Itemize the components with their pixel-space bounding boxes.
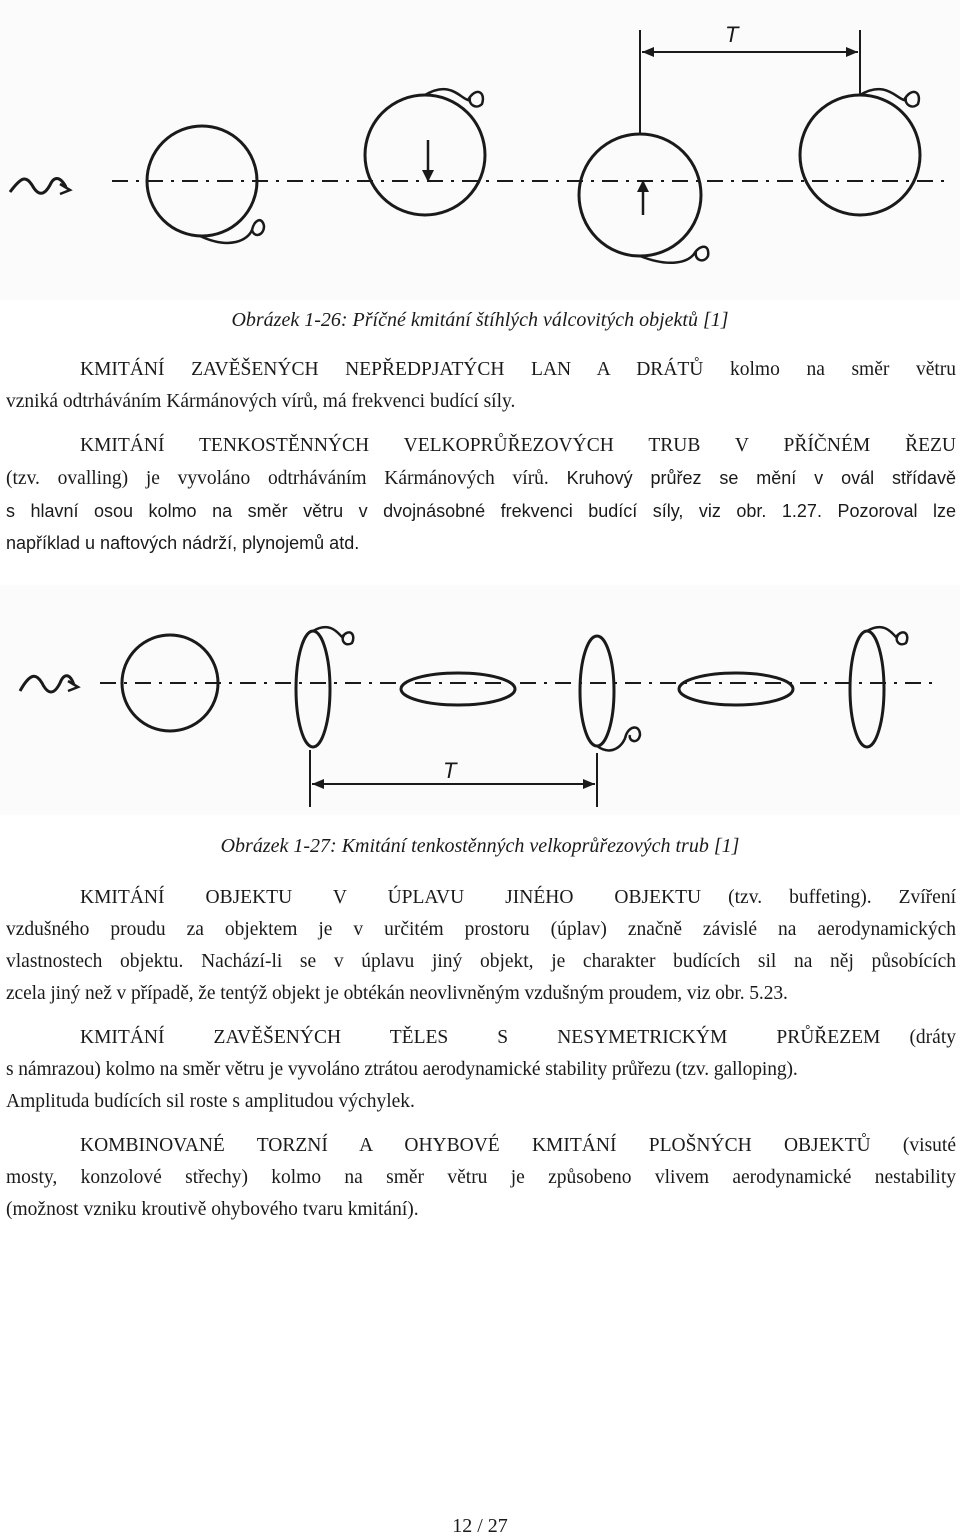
text-line: s námrazou) kolmo na směr větru je vyvoláno ztrátou aerodynamické stability průřezu (tzv. galloping). xyxy=(6,1059,798,1080)
text-fragment: kolmo na směr větru xyxy=(730,359,957,380)
vortex-cylinders-diagram xyxy=(0,0,960,300)
paragraph-buffeting xyxy=(6,882,956,1010)
figure-background xyxy=(0,0,960,300)
period-label: T xyxy=(443,758,457,783)
figure-2-caption: Obrázek 1-27: Kmitání tenkostěnných velkoprůřezových trub [1] xyxy=(220,835,740,857)
period-label: T xyxy=(725,22,739,47)
text-line: mosty, konzolové střechy) kolmo na směr větru je způsobeno vlivem aerodynamické nestability xyxy=(6,1167,956,1188)
heading-cables: KMITÁNÍ ZAVĚŠENÝCH NEPŘEDPJATÝCH LAN A DRÁTŮ xyxy=(80,359,704,380)
paragraph-line xyxy=(6,462,956,495)
ovalling-diagram xyxy=(0,585,960,815)
paragraph-cables xyxy=(6,354,956,418)
text-fragment: (visuté xyxy=(902,1135,956,1156)
page-number: 12 / 27 xyxy=(452,1515,508,1537)
text-line: například u naftových nádrží, plynojemů atd. xyxy=(6,533,360,553)
figure-ovalling-pipes xyxy=(0,585,960,815)
figure-background xyxy=(0,585,960,815)
heading-torsional: KOMBINOVANÉ TORZNÍ A OHYBOVÉ KMITÁNÍ PLOŠNÝCH OBJEKTŮ xyxy=(80,1135,871,1156)
text-line: zcela jiný než v případě, že tentýž objekt je obtékán neovlivněným vzdušným proudem, viz obr. 5.23. xyxy=(6,983,788,1004)
text-line: (možnost vzniku kroutivě ohybového tvaru kmitání). xyxy=(6,1199,419,1220)
text-fragment: (tzv. ovalling) je vyvoláno odtrháváním Kármánových vírů. xyxy=(6,468,549,489)
figure-vortex-cylinders xyxy=(0,0,960,300)
text-fragment: (tzv. buffeting). Zvíření xyxy=(728,887,956,908)
paragraph-torsional xyxy=(6,1130,956,1226)
heading-ovalling: KMITÁNÍ TENKOSTĚNNÝCH VELKOPRŮŘEZOVÝCH TRUB V PŘÍČNÉM ŘEZU xyxy=(80,435,956,456)
heading-buffeting: KMITÁNÍ OBJEKTU V ÚPLAVU JINÉHO OBJEKTU xyxy=(80,887,702,908)
paragraph-line xyxy=(6,354,956,386)
text-fragment: Nachází-li se v úplavu jiný objekt, je charakter budících sil na něj působících xyxy=(201,951,956,972)
paragraph-line xyxy=(6,946,956,978)
text-fragment-sans: Kruhový průřez se mění v ovál střídavě xyxy=(566,468,956,488)
text-line: Amplituda budících sil roste s amplitudou výchylek. xyxy=(6,1091,415,1112)
paragraph-line xyxy=(6,1022,956,1054)
figure-1-caption: Obrázek 1-26: Příčné kmitání štíhlých válcovitých objektů [1] xyxy=(231,309,729,331)
text-line: vzniká odtrháváním Kármánových vírů, má frekvenci budící síly. xyxy=(6,391,516,412)
text-line: vzdušného proudu za objektem je v určitém prostoru (úplav) značně závislé na aerodynamických xyxy=(6,919,956,940)
paragraph-line xyxy=(6,1130,956,1162)
paragraph-ovalling xyxy=(6,430,956,559)
text-fragment: (dráty xyxy=(909,1027,956,1048)
text-fragment: vlastnostech objektu. xyxy=(6,951,184,972)
paragraph-galloping xyxy=(6,1022,956,1118)
text-line: s hlavní osou kolmo na směr větru v dvojnásobné frekvenci budící síly, viz obr. 1.27. Pozoroval lze xyxy=(6,501,956,521)
heading-galloping: KMITÁNÍ ZAVĚŠENÝCH TĚLES S NESYMETRICKÝM PRŮŘEZEM xyxy=(80,1027,881,1048)
paragraph-line xyxy=(6,882,956,914)
